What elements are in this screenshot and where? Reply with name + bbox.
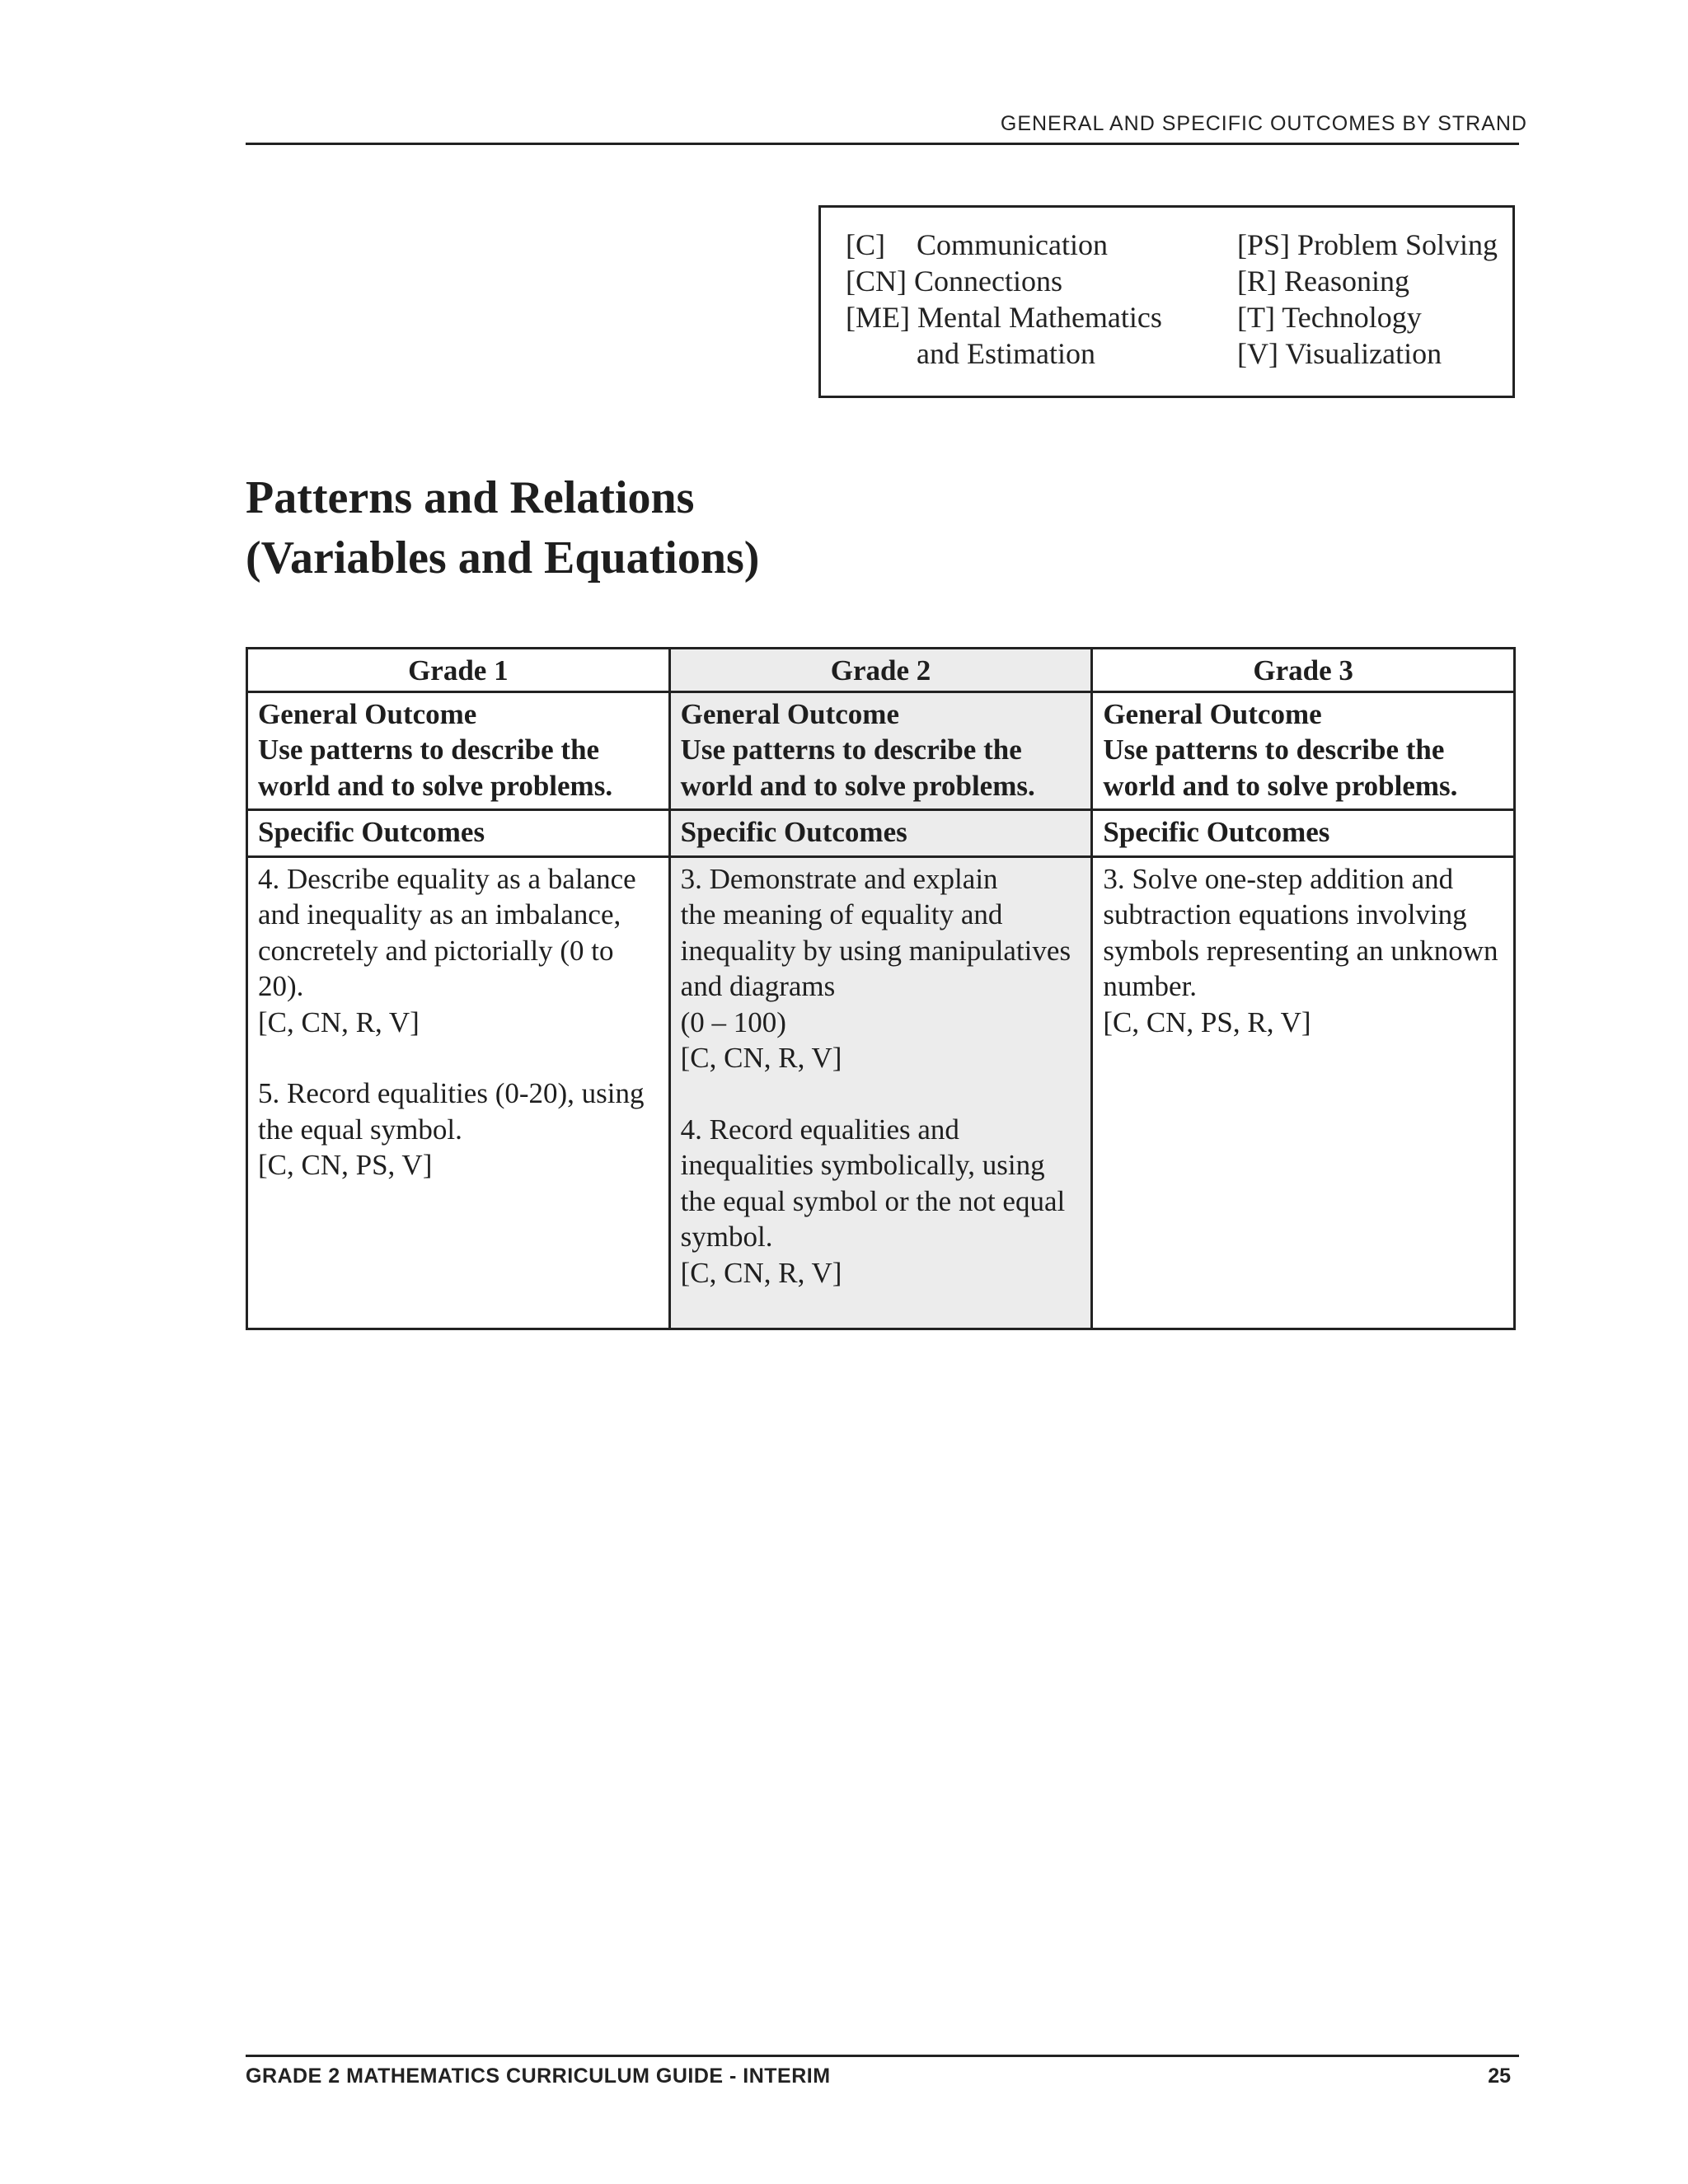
process-legend-box <box>818 205 1515 398</box>
general-outcome-label: General Outcome <box>1103 697 1322 730</box>
general-outcome-text: world and to solve problems. <box>258 769 613 802</box>
general-outcome-text: Use patterns to describe the <box>1103 733 1445 766</box>
outcome-process-codes: [C, CN, PS, R, V] <box>1103 1005 1311 1038</box>
grade-2-general-outcome <box>669 691 1092 810</box>
outcome-line: and diagrams <box>680 970 836 1002</box>
outcome-process-codes: [C, CN, R, V] <box>680 1042 842 1074</box>
outcome-item <box>258 1076 659 1183</box>
outcome-process-codes: [C, CN, R, V] <box>680 1256 842 1289</box>
page-number: 25 <box>1488 2064 1511 2088</box>
grade-3-specific-outcomes <box>1092 856 1515 1329</box>
grade-2-specific-label: Specific Outcomes <box>669 810 1092 857</box>
legend-abbr: [ME] <box>846 301 910 334</box>
legend-abbr: [V] <box>1237 337 1278 370</box>
outcome-line: 5. Record equalities (0-20), using <box>258 1077 645 1109</box>
outcome-line: and inequality as an imbalance, <box>258 898 621 930</box>
grade-1-specific-label: Specific Outcomes <box>247 810 670 857</box>
outcome-item <box>681 861 1081 1076</box>
outcome-line: the meaning of equality and <box>680 898 1003 930</box>
legend-item-visualization <box>1237 335 1498 372</box>
general-outcome-row <box>247 691 1515 810</box>
outcome-item <box>681 1112 1081 1291</box>
legend-label: Problem Solving <box>1297 228 1498 261</box>
specific-outcomes-label-row <box>247 810 1515 857</box>
grade-3-header: Grade 3 <box>1092 649 1515 692</box>
grade-header-row <box>247 649 1515 692</box>
outcome-line: 4. Record equalities and <box>680 1113 959 1146</box>
running-head: GENERAL AND SPECIFIC OUTCOMES BY STRAND <box>1000 112 1527 135</box>
specific-outcomes-row <box>247 856 1515 1329</box>
legend-item-connections <box>846 263 1162 299</box>
grade-2-header: Grade 2 <box>669 649 1092 692</box>
legend-label: Visualization <box>1285 337 1442 370</box>
general-outcome-text: Use patterns to describe the <box>680 733 1022 766</box>
grade-1-header: Grade 1 <box>247 649 670 692</box>
legend-item-communication <box>846 227 1162 263</box>
legend-item-mental-math <box>846 299 1162 335</box>
outcome-line: (0 – 100) <box>680 1005 786 1038</box>
outcome-process-codes: [C, CN, PS, V] <box>258 1149 433 1181</box>
outcomes-table <box>246 647 1516 1330</box>
header-rule <box>246 143 1519 145</box>
legend-label: and Estimation <box>917 337 1095 370</box>
outcome-line: symbols representing an unknown <box>1103 934 1498 967</box>
general-outcome-text: world and to solve problems. <box>1103 769 1458 802</box>
grade-3-specific-label: Specific Outcomes <box>1092 810 1515 857</box>
legend-label: Technology <box>1282 301 1422 334</box>
outcome-line: 3. Solve one-step addition and <box>1103 862 1454 895</box>
legend-abbr: [R] <box>1237 265 1277 298</box>
legend-abbr: [T] <box>1237 301 1275 334</box>
outcome-line: concretely and pictorially (0 to <box>258 934 614 967</box>
legend-label: Connections <box>914 265 1062 298</box>
general-outcome-text: Use patterns to describe the <box>258 733 600 766</box>
grade-2-specific-outcomes <box>669 856 1092 1329</box>
outcome-line: 4. Describe equality as a balance <box>258 862 636 895</box>
section-heading-line1: Patterns and Relations <box>246 472 695 523</box>
general-outcome-label: General Outcome <box>680 697 899 730</box>
outcome-process-codes: [C, CN, R, V] <box>258 1005 420 1038</box>
legend-label: Mental Mathematics <box>917 301 1162 334</box>
outcome-line: the equal symbol. <box>258 1113 462 1146</box>
footer-title: GRADE 2 MATHEMATICS CURRICULUM GUIDE - INTERIM <box>246 2064 831 2088</box>
outcome-line: number. <box>1103 970 1198 1002</box>
general-outcome-label: General Outcome <box>258 697 477 730</box>
legend-abbr: [CN] <box>846 265 907 298</box>
outcome-line: subtraction equations involving <box>1103 898 1467 930</box>
outcome-line: inequality by using manipulatives <box>680 934 1071 967</box>
legend-item-problem-solving <box>1237 227 1498 263</box>
grade-3-general-outcome <box>1092 691 1515 810</box>
general-outcome-text: world and to solve problems. <box>680 769 1035 802</box>
legend-label: Reasoning <box>1284 265 1409 298</box>
legend-label: Communication <box>917 228 1108 261</box>
legend-left-column <box>846 227 1162 372</box>
legend-abbr: [PS] <box>1237 228 1291 261</box>
outcome-line: inequalities symbolically, using <box>680 1149 1045 1181</box>
outcome-item <box>1103 861 1503 1041</box>
legend-abbr: [C] <box>846 228 885 261</box>
outcome-line: 3. Demonstrate and explain <box>680 862 998 895</box>
outcome-line: 20). <box>258 970 304 1002</box>
outcome-line: the equal symbol or the not equal <box>680 1184 1066 1217</box>
legend-right-column <box>1237 227 1498 372</box>
section-heading-line2: (Variables and Equations) <box>246 532 760 583</box>
outcome-line: symbol. <box>680 1221 773 1253</box>
section-heading <box>246 468 759 588</box>
legend-item-reasoning <box>1237 263 1498 299</box>
legend-item-technology <box>1237 299 1498 335</box>
footer-rule <box>246 2055 1519 2057</box>
grade-1-specific-outcomes <box>247 856 670 1329</box>
grade-1-general-outcome <box>247 691 670 810</box>
legend-item-estimation <box>846 335 1162 372</box>
outcome-item <box>258 861 659 1041</box>
